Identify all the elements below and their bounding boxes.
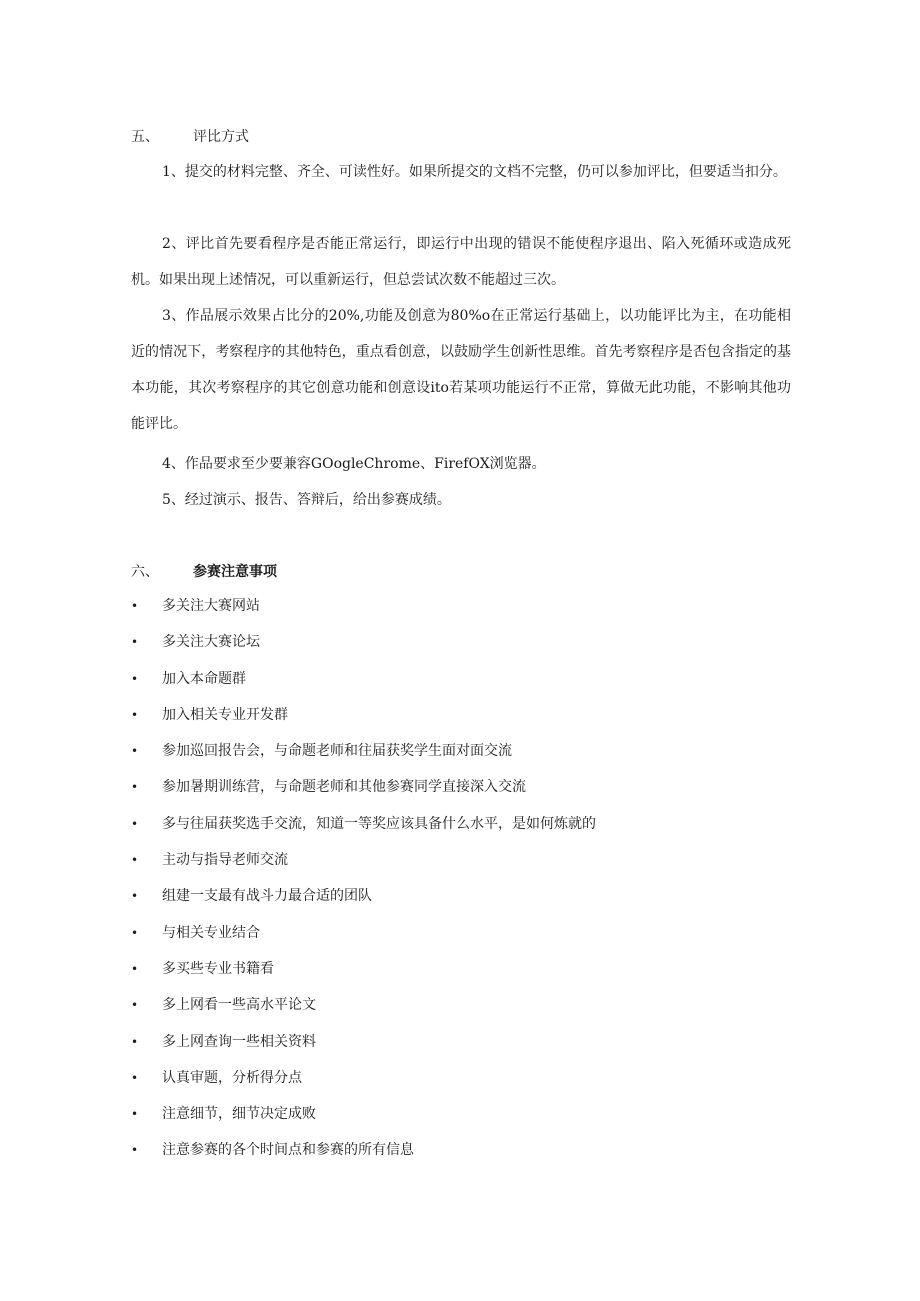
section-5-number: 五、 bbox=[131, 129, 159, 145]
bullet-icon: • bbox=[131, 998, 139, 1013]
section-6-heading bbox=[131, 562, 277, 582]
list-item-text: 与相关专业结合 bbox=[162, 924, 260, 941]
list-item-text: 多关注大赛论坛 bbox=[162, 634, 260, 651]
list-item bbox=[131, 845, 596, 881]
list-item bbox=[131, 772, 596, 808]
attention-list bbox=[131, 591, 596, 1172]
list-item bbox=[131, 881, 596, 917]
list-item-text: 注意细节，细节决定成败 bbox=[162, 1106, 316, 1123]
bullet-icon: • bbox=[131, 1070, 139, 1085]
bullet-icon: • bbox=[131, 707, 139, 722]
list-item bbox=[131, 1027, 596, 1063]
list-item bbox=[131, 627, 596, 663]
list-item-text: 多关注大赛网站 bbox=[162, 598, 260, 614]
list-item-text: 参加巡回报告会，与命题老师和往届获奖学生面对面交流 bbox=[162, 743, 512, 760]
section-6-number: 六、 bbox=[131, 564, 159, 580]
bullet-icon: • bbox=[131, 1034, 139, 1049]
list-item bbox=[131, 700, 596, 736]
list-item-text: 加入相关专业开发群 bbox=[162, 706, 288, 723]
list-item-text: 注意参赛的各个时间点和参赛的所有信息 bbox=[162, 1142, 414, 1159]
section-5-paragraph-4: 4、作品要求至少要兼容GOogleChrome、FirefOX浏览器。 bbox=[162, 456, 546, 472]
bullet-icon: • bbox=[131, 889, 139, 904]
bullet-icon: • bbox=[131, 1143, 139, 1158]
list-item-text: 参加暑期训练营，与命题老师和其他参赛同学直接深入交流 bbox=[162, 779, 526, 796]
bullet-icon: • bbox=[131, 853, 139, 868]
list-item-text: 多上网查询一些相关资料 bbox=[162, 1033, 316, 1050]
section-5-paragraph-1: 1、提交的材料完整、齐全、可读性好。如果所提交的文档不完整，仍可以参加评比，但要适当扣分。 bbox=[162, 164, 787, 180]
list-item-text: 多买些专业书籍看 bbox=[162, 960, 274, 977]
bullet-icon: • bbox=[131, 744, 139, 759]
list-item-text: 主动与指导老师交流 bbox=[162, 852, 288, 869]
bullet-icon: • bbox=[131, 816, 139, 831]
section-5-paragraph-3: 3、作品展示效果占比分的20%,功能及创意为80%o在正常运行基础上，以功能评比为主，在功能相近的情况下，考察程序的其他特色，重点看创意，以鼓励学生创新性思维。首先考察程序是否包含指定的基本功能，其次考察程序的其它创意功能和创意设ito若某项功能运行不正常，算做无此功能，不影响其他功能评比。 bbox=[131, 308, 791, 432]
list-item bbox=[131, 954, 596, 990]
list-item-text: 加入本命题群 bbox=[162, 670, 246, 687]
list-item bbox=[131, 1135, 596, 1171]
list-item bbox=[131, 664, 596, 700]
list-item bbox=[131, 1063, 596, 1099]
bullet-icon: • bbox=[131, 925, 139, 940]
list-item bbox=[131, 809, 596, 845]
bullet-icon: • bbox=[131, 671, 139, 686]
list-item bbox=[131, 990, 596, 1026]
list-item bbox=[131, 918, 596, 954]
section-6-title: 参赛注意事项 bbox=[193, 564, 277, 580]
section-5-title: 评比方式 bbox=[193, 129, 249, 145]
section-5-heading bbox=[131, 127, 249, 147]
list-item-text: 多与往届获奖选手交流，知道一等奖应该具备什么水平，是如何炼就的 bbox=[162, 815, 596, 832]
list-item bbox=[131, 591, 596, 627]
list-item-text: 多上网看一些高水平论文 bbox=[162, 997, 316, 1014]
bullet-icon: • bbox=[131, 961, 139, 976]
list-item-text: 认真审题，分析得分点 bbox=[162, 1069, 302, 1086]
bullet-icon: • bbox=[131, 1107, 139, 1122]
list-item bbox=[131, 1099, 596, 1135]
bullet-icon: • bbox=[131, 599, 139, 613]
section-5-paragraph-5: 5、经过演示、报告、答辩后，给出参赛成绩。 bbox=[162, 492, 451, 508]
list-item-text: 组建一支最有战斗力最合适的团队 bbox=[162, 888, 372, 905]
bullet-icon: • bbox=[131, 635, 139, 650]
bullet-icon: • bbox=[131, 780, 139, 795]
list-item bbox=[131, 736, 596, 772]
section-5-paragraph-2: 2、评比首先要看程序是否能正常运行，即运行中出现的错误不能使程序退出、陷入死循环或造成死机。如果出现上述情况，可以重新运行，但总尝试次数不能超过三次。 bbox=[131, 236, 791, 288]
